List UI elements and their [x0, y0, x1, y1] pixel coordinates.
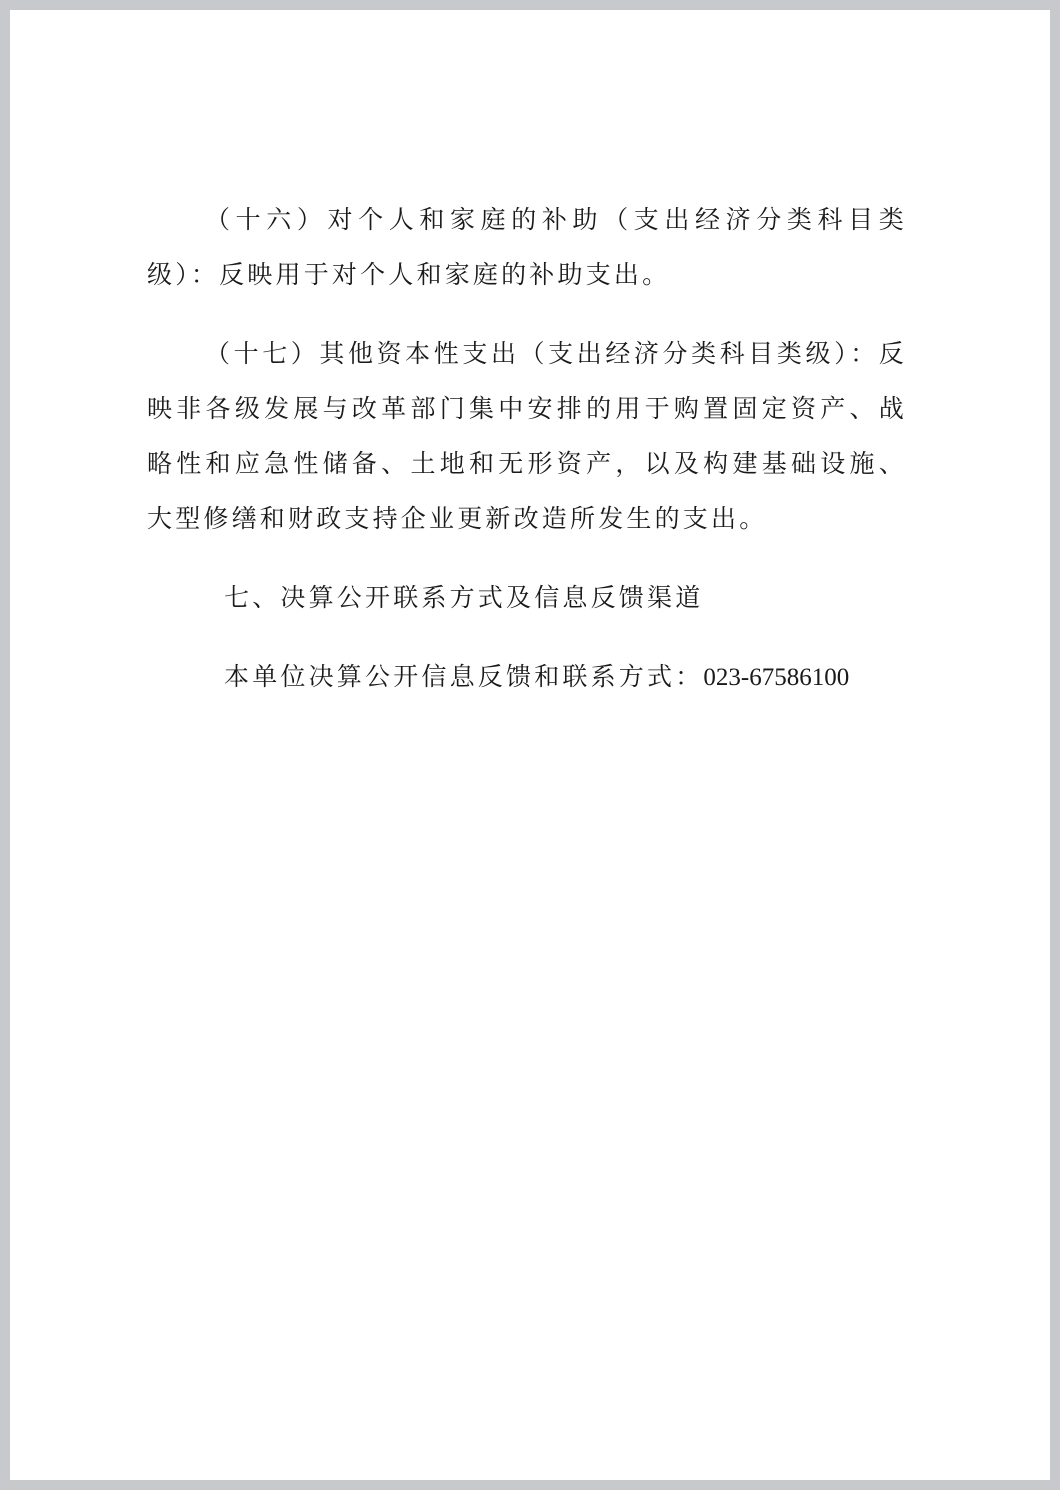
paragraph-family-subsidy: （十六）对个人和家庭的补助（支出经济分类科目类级）：反映用于对个人和家庭的补助支出。	[147, 205, 907, 289]
section-heading-contact: 七、决算公开联系方式及信息反馈渠道	[224, 583, 704, 612]
contact-label: 本单位决算公开信息反馈和联系方式：	[224, 662, 704, 691]
document-page	[10, 10, 1050, 1480]
paragraph-other-capital-expenditure: （十七）其他资本性支出（支出经济分类科目类级）：反映非各级发展与改革部门集中安排的用于购置固定资产、战略性和应急性储备、土地和无形资产，以及构建基础设施、大型修缮和财政支持企业更新改造所发生的支出。	[147, 339, 907, 533]
contact-line	[224, 657, 849, 693]
contact-phone: 023-67586100	[703, 664, 850, 691]
